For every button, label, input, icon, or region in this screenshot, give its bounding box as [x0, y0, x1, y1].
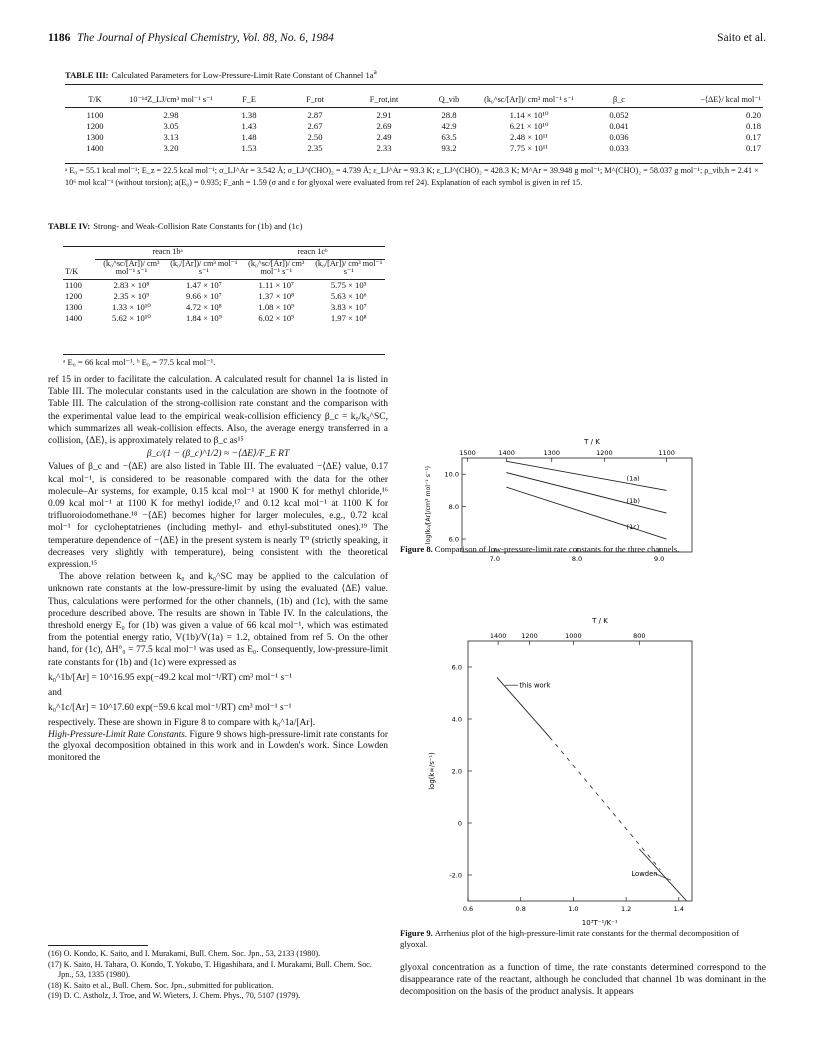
table3-header: (k₀^sc/[Ar])/ cm³ mol⁻¹ s⁻¹: [484, 95, 574, 104]
table4: [63, 248, 385, 324]
table-cell: 0.033: [609, 142, 629, 153]
table-cell: 1.33 × 10¹⁰: [112, 301, 151, 312]
table-cell: 1200: [86, 120, 104, 131]
body-right-column: glyoxal concentration as a function of time, the rate constants determined correspond to the disappearance rate of the reactant, although he concluded that channel 1b was dominant in the decomposition on the basis of the product analysis. It appears: [400, 963, 766, 998]
table-cell: 5.63 × 10⁶: [330, 290, 367, 301]
table-cell: 1.37 × 10⁸: [258, 290, 295, 301]
table-cell: 1.14 × 10¹⁰: [509, 109, 549, 120]
table4-title: [48, 221, 388, 231]
running-author: Saito et al.: [717, 32, 766, 44]
table3-footnote: ᵃ E₀ = 55.1 kcal mol⁻¹; E_z = 22.5 kcal mol⁻¹; σ_LJ^Ar = 3.542 Å; σ_LJ^(CHO)₂ = 4.739 Å; ε_LJ^Ar = 93.3 K; ε_LJ^(CHO)₂ = 428.3 K; M^Ar = 39.948 g mol⁻¹; M^(CHO)₂ = 58.037 g mol⁻¹; ρ_vib,h = 2.41 × 10⁶ mol kcal⁻¹ (without torsion); a(E₀) = 0.935; F_anh = 1.59 (σ and ε for glyoxal were evaluated from ref 24). Explanation of each symbol is given in ref 15.: [65, 166, 759, 187]
x-tick-label: 1.2: [620, 905, 632, 913]
series-label: Lowden: [631, 870, 658, 879]
table-cell: 1100: [65, 279, 82, 290]
table-cell: 1400: [86, 142, 104, 153]
table-row: [65, 108, 763, 121]
body-paragraph: The above relation between k₀ and k₀^SC may be applied to the calculation of unknown rate constants at the low-pressure-limit by using the evaluated ⟨ΔE⟩ value. Thus, calculations were performed for the other channels, (1b) and (1c), with the same procedure described above. The results are shown in Table IV. In the calculations, the threshold energy E₀ for (1b) was given a value of 66 kcal mol⁻¹, which was estimated from the potential energy ratio, V(1b)/V(1a) = 1.2, obtained from ref 5. On the other hand, for (1c), ΔH°₀ = 77.5 kcal mol⁻¹ was used as E₀. Consequently, low-pressure-limit rate constants for (1b) and (1c) were expressed as: [48, 572, 388, 668]
table-row: [63, 313, 385, 324]
table4-bottom-rule: [63, 354, 385, 355]
table-cell: 2.49: [376, 131, 392, 142]
figure-9-label: Figure 9.: [400, 928, 433, 938]
series-line: [506, 461, 666, 490]
table-cell: 1.38: [241, 109, 257, 120]
series-line-extrapolation: [550, 737, 661, 870]
table-cell: 3.05: [163, 120, 179, 131]
table-cell: 3.83 × 10⁷: [330, 301, 367, 312]
table-cell: 5.62 × 10¹⁰: [112, 312, 151, 323]
series-label: (1c): [626, 523, 640, 532]
table-cell: 0.17: [745, 131, 761, 142]
x-tick-label: 8.0: [571, 555, 583, 563]
table-cell: 1.47 × 10⁷: [185, 279, 222, 290]
table-cell: 5.75 × 10⁵: [330, 279, 367, 290]
y-tick-label: 6.0: [451, 663, 462, 672]
reference-item: (18) K. Saito et al., Bull. Chem. Soc. Jpn., submitted for publication.: [48, 980, 274, 990]
table4-title-text: Strong- and Weak-Collision Rate Constants for (1b) and (1c): [93, 221, 303, 231]
table3-header: Q_vib: [438, 95, 460, 104]
table3-label: TABLE III:: [65, 69, 109, 80]
figure-8-caption: [400, 544, 768, 555]
top-axis-label: T / K: [592, 617, 608, 625]
table-cell: 3.20: [163, 142, 179, 153]
x-tick-label: 1.4: [673, 905, 684, 913]
table-cell: 1400: [65, 312, 83, 323]
table-cell: 0.20: [745, 109, 761, 120]
table-row: [63, 302, 385, 313]
table-cell: 1300: [86, 131, 104, 142]
table-row: [65, 132, 763, 143]
y-tick-label: -2.0: [449, 871, 462, 880]
table-cell: 1.11 × 10⁷: [258, 279, 295, 290]
table-cell: 0.17: [745, 142, 761, 153]
x-tick-label: 0.8: [515, 905, 526, 913]
plot-frame: [468, 641, 692, 901]
series-label: (1b): [626, 497, 640, 506]
figure-9-caption-text: Arrhenius plot of the high-pressure-limit rate constants for the thermal decomposition of glyoxal.: [400, 928, 740, 949]
table3-title: [65, 68, 765, 80]
x-axis-label: 10³T⁻¹/K⁻¹: [581, 919, 618, 927]
table-cell: 2.48 × 10¹¹: [510, 131, 548, 142]
table3-bottom-rule: [65, 163, 763, 164]
y-tick-label: 10.0: [444, 470, 459, 479]
table-row: [63, 291, 385, 302]
table-cell: 1.53: [241, 142, 257, 153]
journal-title: The Journal of Physical Chemistry, Vol. 88, No. 6, 1984: [77, 32, 334, 44]
table-cell: 3.13: [163, 131, 179, 142]
body-text: and: [48, 688, 62, 699]
table3-header: −⟨ΔE⟩/ kcal mol⁻¹: [700, 95, 761, 104]
figure-8-label: Figure 8.: [400, 544, 433, 554]
top-axis-label: T / K: [584, 438, 600, 446]
page-number: 1186: [48, 32, 71, 44]
y-tick-label: 6.0: [448, 535, 459, 544]
top-tick-label: 1300: [543, 449, 560, 457]
table-cell: 9.66 × 10⁷: [185, 290, 222, 301]
table-cell: 1.48: [241, 131, 257, 142]
plot-frame: [462, 458, 692, 552]
body-paragraph: Values of β_c and −⟨ΔE⟩ are also listed in Table III. The evaluated −⟨ΔE⟩ value, 0.17 kcal mol⁻¹, is considered to be reasonable compared with the data for the other molecule–Ar systems, for example, 0.15 kcal mol⁻¹ at 1900 K for methyl chloride,¹⁶ 0.09 kcal mol⁻¹ at 1100 K for methyl iodide,¹⁷ and 0.12 kcal mol⁻¹ at 1100 K for trifluoroiodomethane.¹⁸ −⟨ΔE⟩ becomes higher for larger molecules, e.g., 0.72 kcal mol⁻¹ for cycloheptatrienes (including methyl- and ethyl-substituted ones).¹⁹ The temperature dependence of −⟨ΔE⟩ in the present system is nearly T⁰ (strictly speaking, it decreases very slightly with temperature), being consistent with the theoretical expression.¹⁵: [48, 462, 388, 571]
table3: [65, 96, 763, 155]
top-tick-label: 1500: [459, 449, 476, 457]
series-line: [506, 473, 666, 514]
table-cell: 0.036: [609, 131, 629, 142]
table-cell: 2.83 × 10⁸: [113, 279, 150, 290]
top-tick-label: 1400: [489, 632, 507, 640]
equation: β_c/(1 − (β_c)^1/2) ≈ −⟨ΔE⟩/F_E RT: [146, 449, 290, 460]
equation: k₀^1b/[Ar] = 10^16.95 exp(−49.2 kcal mol⁻¹/RT) cm³ mol⁻¹ s⁻¹: [48, 672, 293, 683]
table-cell: 93.2: [441, 142, 457, 153]
table-row: [63, 280, 385, 291]
y-tick-label: 8.0: [448, 503, 459, 512]
body-left-column: [48, 374, 388, 764]
page-header: [48, 31, 766, 47]
series-label: this work: [519, 681, 551, 690]
body-paragraph: respectively. These are shown in Figure 8 to compare with k₀^1a/[Ar].: [48, 718, 316, 729]
table3-title-sup: a: [373, 68, 377, 76]
top-tick-label: 1000: [565, 632, 582, 640]
y-tick-label: 2.0: [451, 767, 462, 776]
table4-header: T/K: [65, 267, 79, 277]
table-cell: 63.5: [441, 131, 457, 142]
table4-group-1c: reacn 1cᵇ: [240, 248, 385, 259]
x-tick-label: 0.6: [462, 905, 474, 913]
table-cell: 6.02 × 10⁹: [258, 312, 295, 323]
table-cell: 2.91: [376, 109, 392, 120]
equation: k₀^1c/[Ar] = 10^17.60 exp(−59.6 kcal mol⁻¹/RT) cm³ mol⁻¹ s⁻¹: [48, 703, 292, 714]
table3-title-text: Calculated Parameters for Low-Pressure-Limit Rate Constant of Channel 1a: [111, 69, 374, 80]
table-row: [65, 143, 763, 155]
y-axis-label: log(k∞/s⁻¹): [428, 752, 436, 790]
table4-header: (k₀^sc/[Ar])/ cm³ mol⁻¹ s⁻¹: [248, 258, 305, 277]
x-tick-label: 9.0: [653, 555, 665, 563]
reference-item: (19) D. C. Astholz, J. Troe, and W. Wieters, J. Chem. Phys., 70, 5107 (1979).: [48, 991, 301, 1001]
x-tick-label: 7.0: [489, 555, 501, 563]
table3-header: β_c: [613, 95, 625, 104]
reference-item: (17) K. Saito, H. Tahara, O. Kondo, T. Yokubo, T. Higashihara, and I. Murakami, Bull. Chem. Soc. Jpn., 53, 1335 (1980).: [48, 959, 372, 980]
table4-top-rule: [63, 246, 385, 247]
table3-header: 10⁻¹⁴Z_LJ/cm³ mol⁻¹ s⁻¹: [129, 95, 213, 104]
top-tick-label: 1200: [596, 449, 613, 457]
table-cell: 1300: [65, 301, 83, 312]
table-cell: 6.21 × 10¹⁰: [509, 120, 549, 131]
figure-9-chart: [400, 582, 768, 978]
references: [48, 945, 388, 1002]
table4-header: (k₀/[Ar])/ cm³ mol⁻¹ s⁻¹: [315, 258, 383, 277]
table-cell: 0.18: [745, 120, 761, 131]
figure-8-chart: [400, 414, 768, 584]
table-cell: 0.041: [609, 120, 629, 131]
y-tick-label: 4.0: [451, 715, 462, 724]
body-paragraph: ref 15 in order to facilitate the calculation. A calculated result for channel 1a is listed in Table III. The molecular constants used in the calculation are shown in the footnote of Table III. The calculation of the strong-collision rate constant and the comparison with the experimental value lead to the empirical weak-collision efficiency β_c = k₀/k₀^SC, which summarizes all weak-collision effects. Also, the average energy transferred in a collision, ⟨ΔE⟩, is approximately related to β_c as¹⁵: [48, 375, 388, 447]
table-cell: 2.67: [307, 120, 323, 131]
figure-9-caption: [400, 928, 768, 950]
table-cell: 0.052: [609, 109, 629, 120]
table-cell: 42.9: [441, 120, 457, 131]
table3-header: F_E: [242, 95, 256, 104]
table-cell: 2.50: [307, 131, 323, 142]
table-cell: 1200: [65, 290, 83, 301]
top-tick-label: 1400: [498, 449, 515, 457]
table-cell: 2.33: [376, 142, 392, 153]
section-heading: High-Pressure-Limit Rate Constants.: [48, 729, 188, 740]
table3-header: F_rot,int: [369, 95, 399, 104]
reference-item: (16) O. Kondo, K. Saito, and I. Murakami, Bull. Chem. Soc. Jpn., 53, 2133 (1980).: [48, 949, 321, 958]
table-cell: 28.8: [441, 109, 457, 120]
table-cell: 4.72 × 10⁸: [185, 301, 222, 312]
top-tick-label: 800: [633, 632, 646, 640]
table3-header: F_rot: [306, 95, 324, 104]
table-row: [65, 121, 763, 132]
table-cell: 7.75 × 10¹¹: [510, 142, 548, 153]
table-cell: 1100: [86, 109, 104, 120]
series-label: (1a): [626, 474, 640, 483]
table-cell: 1.08 × 10⁹: [258, 301, 295, 312]
table4-header: (k₀/[Ar])/ cm³ mol⁻¹ s⁻¹: [170, 258, 238, 277]
y-tick-label: 0: [457, 819, 462, 828]
table-cell: 1.97 × 10⁸: [330, 312, 367, 323]
y-axis-label: log(k₀/[Ar]/cm³ mol⁻¹ s⁻¹): [425, 465, 432, 545]
table-cell: 2.98: [163, 109, 179, 120]
body-text: Figure 9 shows high-pressure-limit rate constants for the glyoxal decomposition obtained in this work and in Lowden's work. Since Lowden monitored the: [48, 729, 388, 763]
table4-footnote: ᵃ E₀ = 66 kcal mol⁻¹. ᵇ E₀ = 77.5 kcal mol⁻¹.: [63, 357, 216, 367]
table-cell: 2.87: [307, 109, 323, 120]
table-cell: 2.69: [376, 120, 392, 131]
table4-header: (k₀^sc/[Ar])/ cm³ mol⁻¹ s⁻¹: [103, 258, 160, 277]
table4-group-1b: reacn 1bᵃ: [95, 248, 240, 259]
table-cell: 1.84 × 10⁹: [185, 312, 222, 323]
table-cell: 1.43: [241, 120, 257, 131]
table-cell: 2.35 × 10⁹: [113, 290, 150, 301]
series-line: [506, 487, 666, 539]
table-cell: 2.35: [307, 142, 323, 153]
x-tick-label: 1.0: [568, 905, 579, 913]
top-tick-label: 1200: [521, 632, 538, 640]
figure-8-caption-text: Comparison of low-pressure-limit rate constants for the three channels.: [434, 544, 680, 554]
table3-top-rule: [65, 84, 763, 85]
table4-label: TABLE IV:: [48, 221, 91, 231]
table3-header: T/K: [88, 95, 102, 104]
top-tick-label: 1100: [658, 449, 675, 457]
